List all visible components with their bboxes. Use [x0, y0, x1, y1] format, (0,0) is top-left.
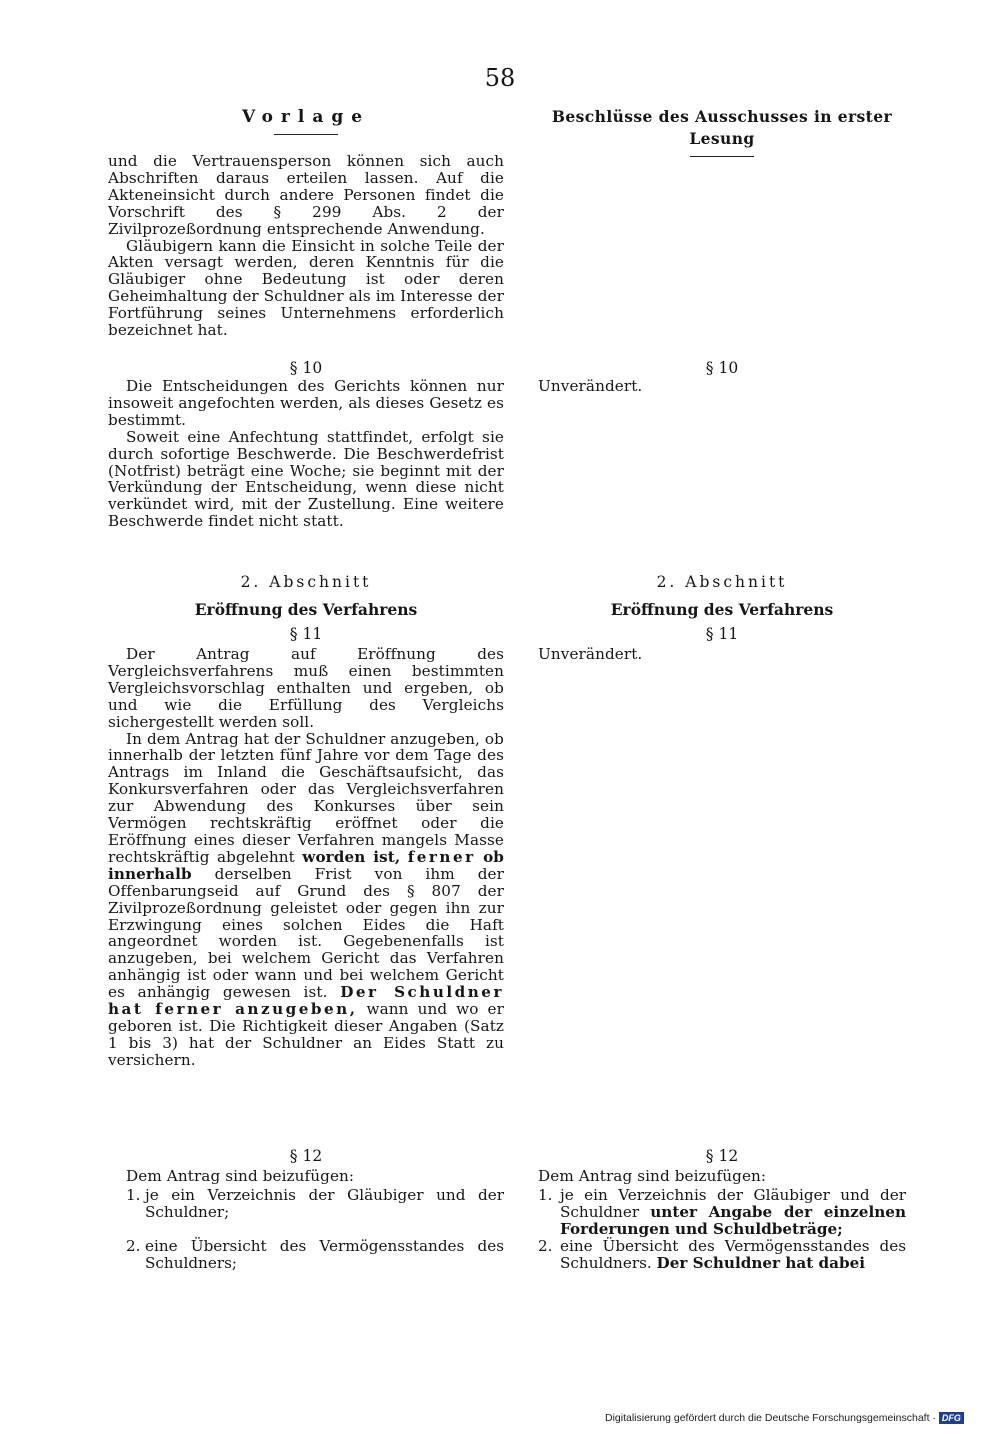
section-text: Unverändert. [538, 645, 643, 663]
section-paragraph: Der Antrag auf Eröffnung des Vergleichsverfahrens muß einen bestimmten Vergleichsvorschlag enthalten und ergeben, ob und wie die Erfüllung des Vergleichs sichergestellt werden soll. [108, 645, 504, 731]
left-column-heading: Vorlage [241, 107, 371, 127]
intro-paragraph: und die Vertrauensperson können sich auch Abschriften daraus erteilen lassen. Auf die Akteneinsicht durch andere Personen findet die Vorschrift des § 299 Abs. 2 der Zivilprozeßordnung entsprechende Anwendung. [108, 152, 504, 238]
bold-text: Der Schuldner hat dabei [656, 1253, 866, 1272]
list-text: je ein Verzeichnis der Gläubiger und der Schuldner [560, 1185, 906, 1221]
list-item [108, 1187, 504, 1221]
list-text: eine Übersicht des Vermögensstandes des Schuldners. [560, 1236, 906, 1272]
list-item [538, 1238, 906, 1272]
section-heading: § 12 [705, 1147, 739, 1165]
section-intro: Dem Antrag sind beizufügen: [126, 1167, 355, 1185]
list-number: 2. [126, 1236, 141, 1255]
chapter-label: 2. Abschnitt [656, 573, 788, 591]
bold-text: ob innerhalb [108, 847, 505, 883]
text-run: In dem Antrag hat der Schuldner anzugeben, ob innerhalb der letzten fünf Jahre vor dem Tage des Antrags im Inland die Geschäftsaufsicht, das Konkursverfahren oder das Vergleichsverfahren zur Abwendung des Konkurses über sein Vermögen rechtskräftig eröffnet oder die Eröffnung eines dieser Verfahren mangels Masse rechtskräftig abgelehnt [108, 729, 504, 866]
intro-text [108, 153, 504, 339]
section-heading: § 11 [705, 625, 739, 643]
list-number: 2. [538, 1236, 553, 1255]
list-number: 1. [538, 1185, 553, 1204]
dfg-logo: DFG [939, 1412, 964, 1424]
section-11 [108, 624, 504, 1069]
list-item [108, 1238, 504, 1272]
chapter-title: Eröffnung des Verfahrens [194, 600, 418, 619]
section-heading: § 11 [289, 625, 323, 643]
bold-text: worden ist, [302, 847, 401, 866]
right-column-heading: Beschlüsse des Ausschusses in erster Lesung [551, 107, 893, 148]
section-paragraph: Die Entscheidungen des Gerichts können nur insoweit angefochten werden, als dieses Gesetz es bestimmt. [108, 377, 504, 429]
right-column [538, 106, 906, 1272]
spaced-emphasis: ferner [407, 847, 476, 866]
page-number: 58 [484, 64, 516, 92]
section-text: Unverändert. [538, 377, 643, 395]
list-text: je ein Verzeichnis der Gläubiger und der Schuldner; [145, 1185, 504, 1221]
left-column [108, 106, 505, 1272]
bold-text: unter Angabe der einzelnen Forderungen und Schuldbeträge; [560, 1202, 906, 1238]
section-heading: § 12 [289, 1147, 323, 1165]
list-item [538, 1187, 906, 1238]
list-text: eine Übersicht des Vermögensstandes des Schuldners; [145, 1236, 504, 1272]
section-10 [108, 358, 504, 530]
section-heading: § 10 [289, 359, 323, 377]
section-10 [538, 358, 906, 395]
footer [605, 1411, 964, 1425]
text-run: wann und wo er geboren ist. Die Richtigkeit dieser Angaben (Satz 1 bis 3) hat der Schuldner an Eides Statt zu versichern. [108, 1000, 504, 1069]
chapter-2 [538, 572, 906, 620]
section-paragraph: Soweit eine Anfechtung stattfindet, erfolgt sie durch sofortige Beschwerde. Die Beschwerdefrist (Notfrist) beträgt eine Woche; sie beginnt mit der Verkündung der Entscheidung, wenn diese nicht verkündet wird, mit der Zustellung. Eine weitere Beschwerde findet nicht statt. [108, 427, 504, 531]
section-intro: Dem Antrag sind beizufügen: [538, 1167, 767, 1185]
section-12 [538, 1146, 906, 1271]
list-number: 1. [126, 1185, 141, 1204]
chapter-2 [108, 572, 504, 620]
section-paragraph [108, 731, 504, 1069]
heading-rule [690, 156, 754, 157]
section-12 [108, 1146, 504, 1272]
footer-text: Digitalisierung gefördert durch die Deutsche Forschungsgemeinschaft · [605, 1412, 936, 1424]
chapter-label: 2. Abschnitt [240, 573, 372, 591]
chapter-title: Eröffnung des Verfahrens [610, 600, 834, 619]
intro-paragraph: Gläubigern kann die Einsicht in solche Teile der Akten versagt werden, deren Kenntnis für die Gläubiger ohne Bedeutung ist oder deren Geheimhaltung der Schuldner als im Interesse der Fortführung seines Unternehmens erforderlich bezeichnet hat. [108, 236, 504, 340]
spaced-emphasis: Der Schuldner hat ferner anzugeben, [108, 983, 504, 1019]
heading-rule [274, 134, 338, 135]
text-run: derselben Frist von ihm der Offenbarungseid auf Grund des § 807 der Zivilprozeßordnung geleistet oder gegen ihn zur Erzwingung eines solchen Eides die Haft angeordnet worden ist. Gegebenenfalls ist anzugeben, bei welchem Gericht das Verfahren anhängig ist oder wann und bei welchem Gericht es anhängig gewesen ist. [108, 864, 504, 1002]
section-11 [538, 624, 906, 663]
section-heading: § 10 [705, 359, 739, 377]
